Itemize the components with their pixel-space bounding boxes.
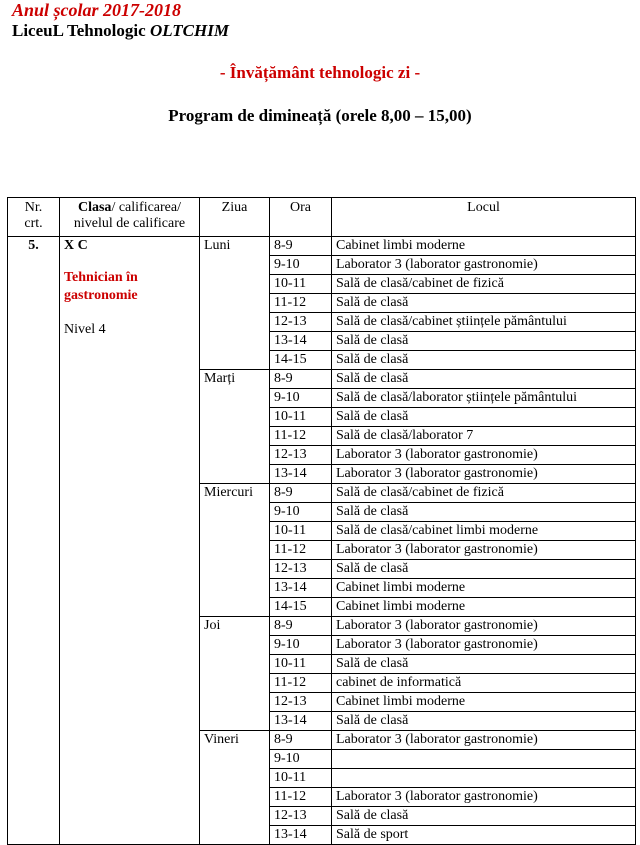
hour-cell: 13-14	[270, 712, 332, 731]
place-cell: Sală de clasă	[332, 807, 636, 826]
school-name	[12, 21, 229, 41]
hour-cell: 8-9	[270, 731, 332, 750]
hour-cell: 10-11	[270, 522, 332, 541]
hour-cell: 13-14	[270, 826, 332, 845]
row-number: 5.	[8, 237, 60, 845]
hour-cell: 9-10	[270, 750, 332, 769]
place-cell: Sală de clasă	[332, 560, 636, 579]
hour-cell: 11-12	[270, 674, 332, 693]
col-header-day: Ziua	[200, 198, 270, 237]
qualification: Tehnician în gastronomie	[64, 270, 138, 303]
place-cell: Sală de clasă/cabinet de fizică	[332, 275, 636, 294]
hour-cell: 10-11	[270, 769, 332, 788]
hour-cell: 11-12	[270, 294, 332, 313]
qualification-level: Nivel 4	[64, 322, 106, 337]
program-title: Program de dimineață (orele 8,00 – 15,00)	[168, 106, 472, 125]
school-name-prefix: LiceuL Tehnologic	[12, 21, 146, 40]
place-cell: Laborator 3 (laborator gastronomie)	[332, 446, 636, 465]
place-cell: Laborator 3 (laborator gastronomie)	[332, 788, 636, 807]
place-cell: Sală de clasă/cabinet de fizică	[332, 484, 636, 503]
hour-cell: 10-11	[270, 408, 332, 427]
profile-dash-left: -	[219, 63, 226, 82]
hour-cell: 11-12	[270, 427, 332, 446]
day-cell: Vineri	[200, 731, 270, 845]
place-cell: Cabinet limbi moderne	[332, 598, 636, 617]
nr-line2: crt.	[24, 216, 43, 231]
place-cell: Sală de clasă/laborator 7	[332, 427, 636, 446]
hour-cell: 14-15	[270, 351, 332, 370]
class-header-bold: Clasa	[77, 200, 112, 215]
schedule-body	[8, 237, 636, 845]
place-cell: Sală de clasă/cabinet științele pământului	[332, 313, 636, 332]
place-cell: Sală de clasă/cabinet limbi moderne	[332, 522, 636, 541]
hour-cell: 10-11	[270, 655, 332, 674]
hour-cell: 8-9	[270, 484, 332, 503]
hour-cell: 12-13	[270, 693, 332, 712]
table-row	[8, 237, 636, 256]
hour-cell: 13-14	[270, 465, 332, 484]
place-cell: Laborator 3 (laborator gastronomie)	[332, 731, 636, 750]
place-cell: Sală de clasă	[332, 655, 636, 674]
hour-cell: 14-15	[270, 598, 332, 617]
hour-cell: 12-13	[270, 313, 332, 332]
hour-cell: 9-10	[270, 256, 332, 275]
day-cell: Joi	[200, 617, 270, 731]
class-header-rest: / calificarea/	[111, 200, 181, 215]
place-cell: Sală de clasă	[332, 332, 636, 351]
day-cell: Marți	[200, 370, 270, 484]
nr-line1: Nr.	[24, 200, 43, 215]
hour-cell: 10-11	[270, 275, 332, 294]
place-cell	[332, 750, 636, 769]
class-code: X C	[64, 238, 88, 253]
place-cell: Sală de clasă	[332, 351, 636, 370]
place-cell: Sală de clasă	[332, 712, 636, 731]
hour-cell: 12-13	[270, 560, 332, 579]
hour-cell: 13-14	[270, 579, 332, 598]
hour-cell: 8-9	[270, 237, 332, 256]
hour-cell: 12-13	[270, 446, 332, 465]
col-header-class	[60, 198, 200, 237]
place-cell: Sală de clasă	[332, 408, 636, 427]
school-year: Anul școlar 2017-2018	[12, 0, 182, 20]
place-cell: Sală de sport	[332, 826, 636, 845]
place-cell: Laborator 3 (laborator gastronomie)	[332, 617, 636, 636]
place-cell: Sală de clasă	[332, 370, 636, 389]
education-profile	[0, 63, 640, 83]
hour-cell: 9-10	[270, 389, 332, 408]
hour-cell: 11-12	[270, 788, 332, 807]
hour-cell: 9-10	[270, 503, 332, 522]
class-cell	[60, 237, 200, 845]
place-cell: Laborator 3 (laborator gastronomie)	[332, 636, 636, 655]
col-header-nr	[8, 198, 60, 237]
hour-cell: 8-9	[270, 617, 332, 636]
day-cell: Luni	[200, 237, 270, 370]
place-cell: Laborator 3 (laborator gastronomie)	[332, 256, 636, 275]
place-cell	[332, 769, 636, 788]
place-cell: Laborator 3 (laborator gastronomie)	[332, 465, 636, 484]
place-cell: Cabinet limbi moderne	[332, 237, 636, 256]
hour-cell: 8-9	[270, 370, 332, 389]
school-name-brand: OLTCHIM	[149, 21, 229, 40]
place-cell: Sală de clasă	[332, 503, 636, 522]
schedule-table	[7, 197, 636, 845]
profile-dash-right: -	[414, 63, 421, 82]
col-header-hour: Ora	[270, 198, 332, 237]
class-header-line2: nivelul de calificare	[73, 216, 186, 231]
col-header-place: Locul	[332, 198, 636, 237]
table-header-row	[8, 198, 636, 237]
hour-cell: 9-10	[270, 636, 332, 655]
place-cell: Sală de clasă/laborator științele pământului	[332, 389, 636, 408]
place-cell: Sală de clasă	[332, 294, 636, 313]
place-cell: Cabinet limbi moderne	[332, 693, 636, 712]
day-cell: Miercuri	[200, 484, 270, 617]
place-cell: Laborator 3 (laborator gastronomie)	[332, 541, 636, 560]
hour-cell: 13-14	[270, 332, 332, 351]
place-cell: cabinet de informatică	[332, 674, 636, 693]
place-cell: Cabinet limbi moderne	[332, 579, 636, 598]
profile-title: Învățământ tehnologic zi	[229, 63, 411, 82]
hour-cell: 12-13	[270, 807, 332, 826]
hour-cell: 11-12	[270, 541, 332, 560]
